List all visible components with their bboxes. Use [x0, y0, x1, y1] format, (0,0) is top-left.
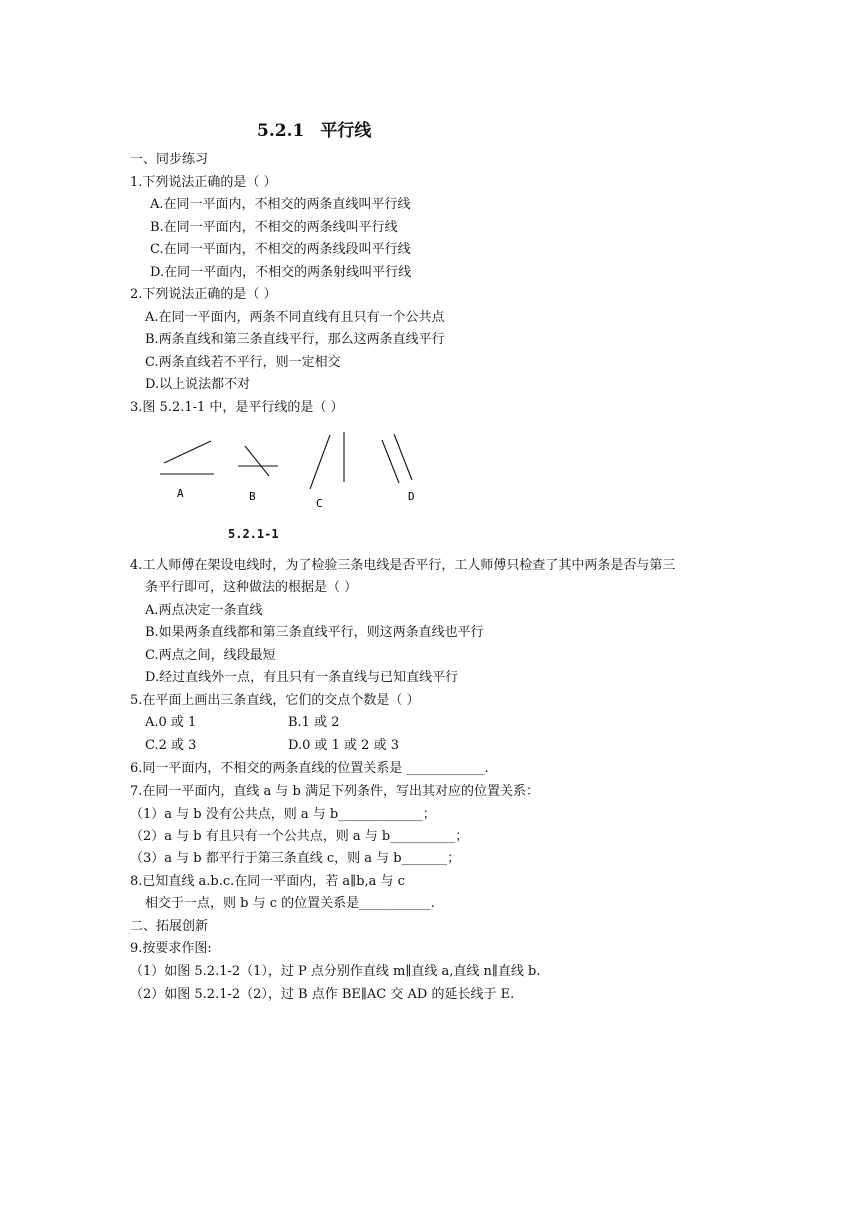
question-5-option-b: B.1 或 2 [288, 715, 340, 730]
figure-d-line-2 [394, 434, 412, 480]
question-1-option-b: B.在同一平面内，不相交的两条线叫平行线 [150, 220, 398, 235]
figure-b-label: B [249, 490, 256, 503]
question-4-stem-line-2: 条平行即可，这种做法的根据是（ ） [145, 580, 358, 595]
page-title [257, 116, 371, 141]
question-2-option-a: A.在同一平面内，两条不同直线有且只有一个公共点 [145, 310, 445, 325]
figure-d-label: D [408, 490, 415, 503]
question-7-stem: 7.在同一平面内，直线 a 与 b 满足下列条件，写出其对应的位置关系： [130, 784, 540, 799]
figure-a-label: A [177, 487, 184, 500]
question-5-option-c: C.2 或 3 [145, 738, 197, 753]
question-7-item-3: （3）a 与 b 都平行于第三条直线 c，则 a 与 b_______； [130, 851, 461, 866]
section-heading-sync-practice: 一、同步练习 [130, 152, 209, 167]
question-1-option-a: A.在同一平面内，不相交的两条直线叫平行线 [150, 197, 411, 212]
question-8-line-1: 8.已知直线 a.b.c.在同一平面内，若 a∥b,a 与 c [130, 874, 405, 889]
question-4-option-c: C.两点之间，线段最短 [145, 648, 276, 663]
figure-d-line-1 [382, 440, 399, 483]
figure-b-crossing-line [245, 446, 269, 476]
question-1-stem: 1.下列说法正确的是（ ） [130, 175, 277, 190]
question-7-item-1: （1）a 与 b 没有公共点，则 a 与 b_____________； [130, 807, 436, 822]
question-9-item-1: （1）如图 5.2.1-2（1），过 P 点分别作直线 m∥直线 a,直线 n∥直线 b. [130, 964, 541, 979]
figure-a [160, 441, 214, 474]
question-9-item-2: （2）如图 5.2.1-2（2），过 B 点作 BE∥AC 交 AD 的延长线于 E. [130, 987, 515, 1002]
figure-5-2-1-1 [150, 426, 440, 516]
figure-b [238, 446, 278, 476]
question-5-option-d: D.0 或 1 或 2 或 3 [288, 738, 399, 753]
figure-c [310, 432, 344, 489]
figure-d [382, 434, 412, 483]
question-7-item-2: （2）a 与 b 有且只有一个公共点，则 a 与 b__________； [130, 829, 469, 844]
question-3-stem: 3.图 5.2.1-1 中，是平行线的是（ ） [130, 400, 344, 415]
figure-a-slanted-line [164, 441, 211, 463]
question-4-option-a: A.两点决定一条直线 [145, 603, 263, 618]
title-text: 平行线 [320, 121, 372, 141]
question-5-stem: 5.在平面上画出三条直线，它们的交点个数是（ ） [130, 693, 420, 708]
question-4-option-b: B.如果两条直线都和第三条直线平行，则这两条直线也平行 [145, 625, 484, 640]
question-1-option-c: C.在同一平面内，不相交的两条线段叫平行线 [150, 242, 411, 257]
question-4-stem-line-1: 4.工人师傅在架设电线时，为了检验三条电线是否平行，工人师傅只检查了其中两条是否与第三 [130, 558, 676, 573]
figure-c-label: C [316, 497, 323, 510]
question-2-option-d: D.以上说法都不对 [145, 377, 251, 392]
title-number: 5.2.1 [257, 121, 305, 141]
question-4-option-d: D.经过直线外一点，有且只有一条直线与已知直线平行 [145, 670, 459, 685]
question-2-option-c: C.两条直线若不平行，则一定相交 [145, 355, 341, 370]
section-heading-extension: 二、拓展创新 [130, 919, 209, 934]
question-8-line-2: 相交于一点，则 b 与 c 的位置关系是___________. [145, 896, 435, 911]
question-9-stem: 9.按要求作图: [130, 941, 212, 956]
question-6: 6.同一平面内，不相交的两条直线的位置关系是 ____________. [130, 761, 489, 776]
question-2-stem: 2.下列说法正确的是（ ） [130, 287, 277, 302]
figure-c-slanted-line [310, 435, 330, 489]
question-5-option-a: A.0 或 1 [145, 715, 197, 730]
question-2-option-b: B.两条直线和第三条直线平行，那么这两条直线平行 [145, 332, 445, 347]
figure-caption: 5.2.1-1 [228, 527, 279, 541]
question-1-option-d: D.在同一平面内，不相交的两条射线叫平行线 [150, 265, 412, 280]
